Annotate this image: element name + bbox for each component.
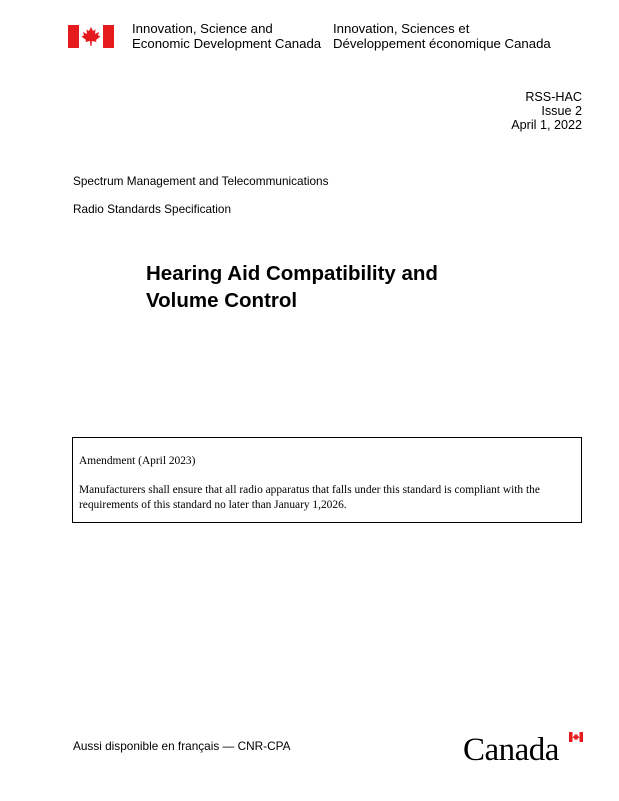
department-name-en (132, 21, 321, 51)
document-issue: Issue 2 (541, 104, 582, 118)
sector-name: Spectrum Management and Telecommunications (73, 174, 329, 188)
document-meta (511, 90, 582, 132)
department-fr-line-1: Innovation, Sciences et (333, 21, 470, 36)
amendment-box (72, 437, 582, 523)
title-line-2: Volume Control (146, 289, 298, 312)
amendment-heading: Amendment (April 2023) (79, 455, 196, 467)
department-name-fr (333, 21, 551, 51)
canada-wordmark (463, 730, 593, 770)
department-fr-line-2: Développement économique Canada (333, 36, 551, 51)
french-availability-note: Aussi disponible en français — CNR-CPA (73, 739, 291, 753)
document-title (146, 260, 438, 314)
department-en-line-2: Economic Development Canada (132, 36, 322, 51)
department-en-line-1: Innovation, Science and (132, 21, 273, 36)
document-date: April 1, 2022 (511, 118, 582, 132)
canada-wordmark-text: Canada (463, 732, 559, 768)
title-line-1: Hearing Aid Compatibility and (146, 262, 438, 285)
spec-type: Radio Standards Specification (73, 202, 232, 216)
canada-flag-icon (68, 25, 114, 48)
canada-wordmark-flag-icon (569, 732, 583, 742)
amendment-text: Manufacturers shall ensure that all radio apparatus that falls under this standard is compliant with the requirements of this standard no later than January 1,2026. (79, 484, 540, 511)
document-code: RSS-HAC (525, 90, 582, 104)
